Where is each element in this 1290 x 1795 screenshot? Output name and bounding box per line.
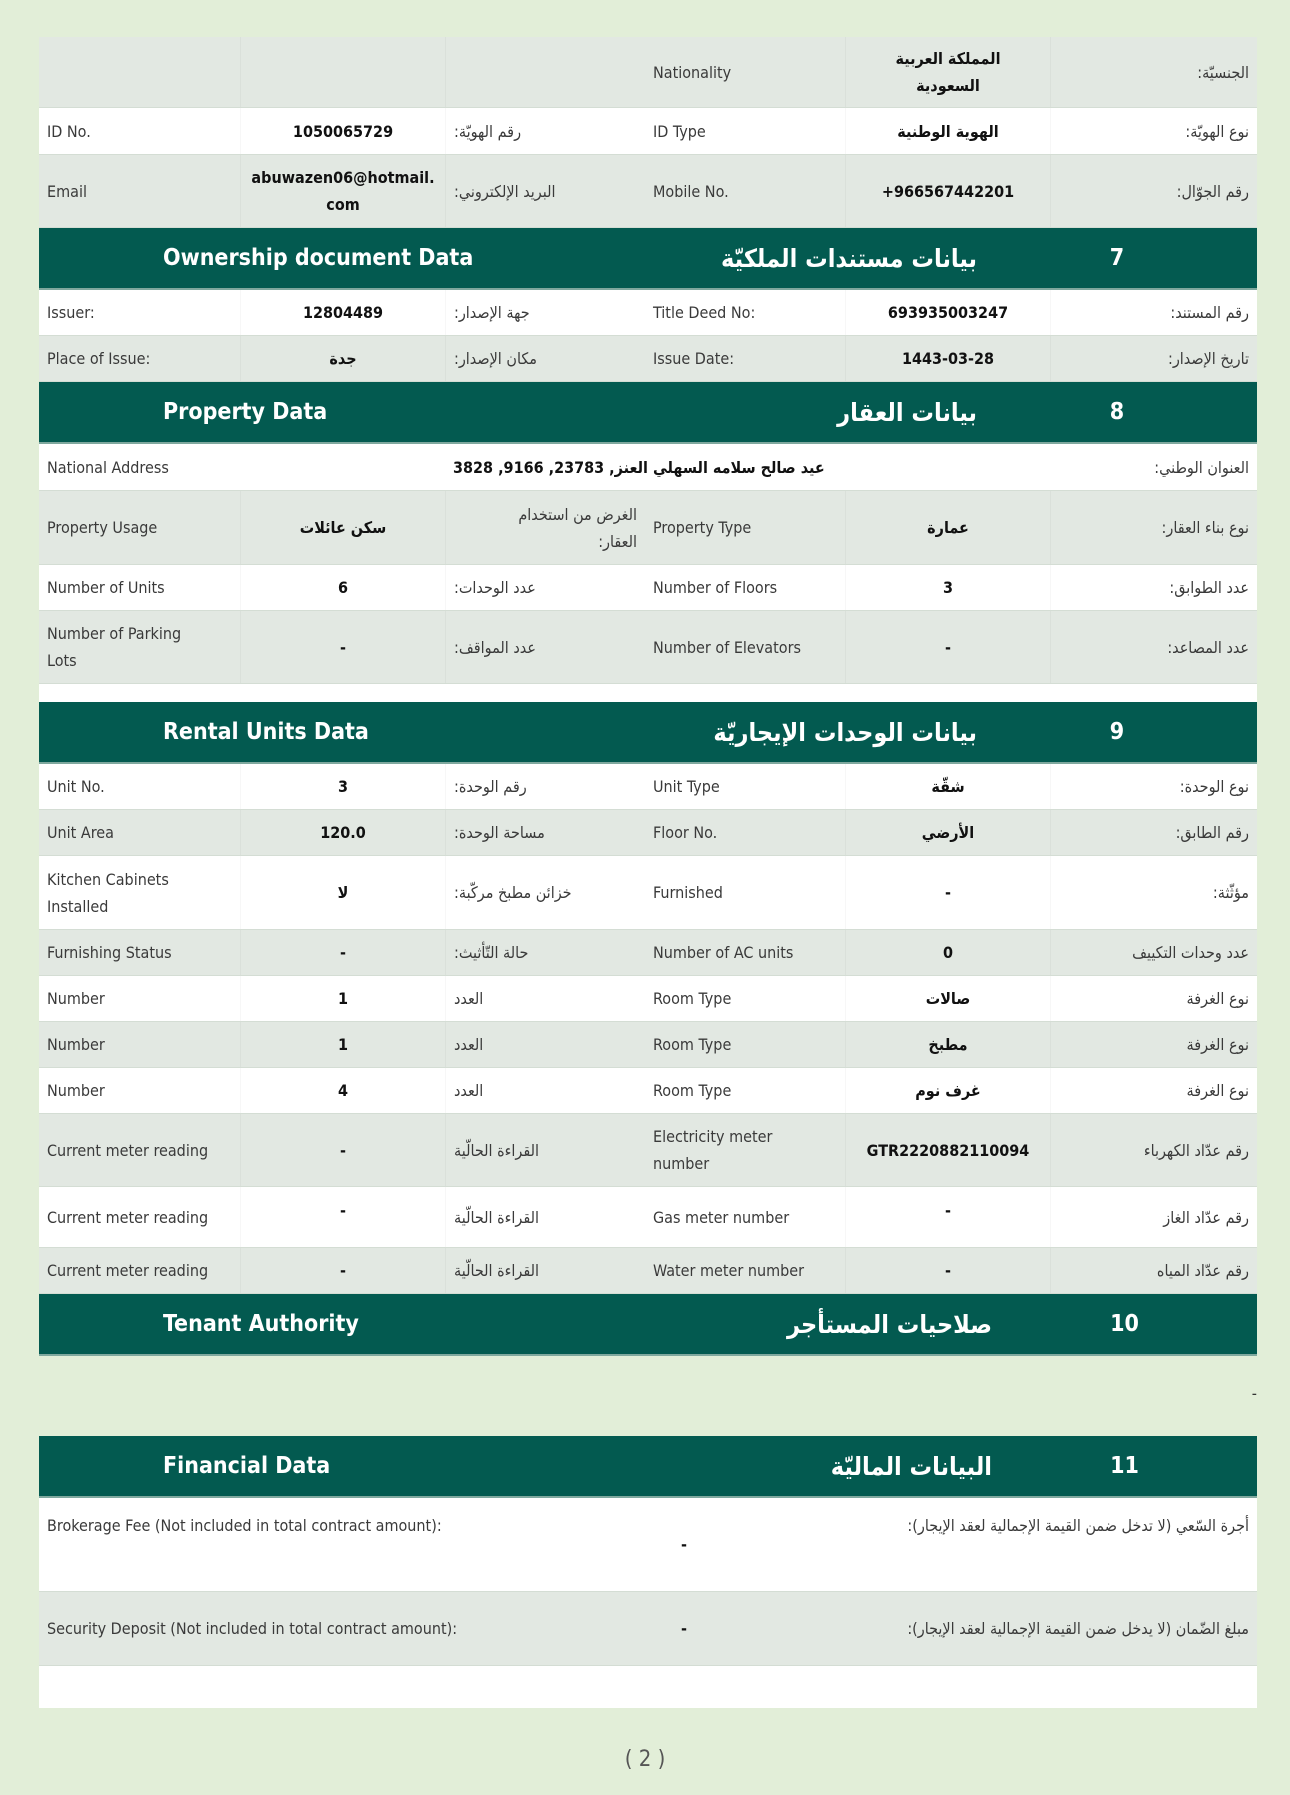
furnished-value: - bbox=[845, 856, 1050, 929]
email-label-en: Email bbox=[47, 181, 87, 201]
units-floors-row bbox=[39, 565, 1257, 611]
empty-row bbox=[39, 1666, 1257, 1708]
room-count-value: 4 bbox=[240, 1068, 445, 1113]
unit-area-label-ar: مساحة الوحدة: bbox=[445, 810, 645, 855]
issue-date-label-en: Issue Date: bbox=[653, 349, 735, 368]
contact-row bbox=[39, 155, 1257, 228]
meter-number-label-en: Electricity meter number bbox=[653, 1127, 773, 1173]
room-row bbox=[39, 976, 1257, 1022]
security-deposit-row bbox=[39, 1592, 1257, 1666]
room-type-label-ar: نوع الغرفة bbox=[1050, 976, 1257, 1021]
room-count-label-ar: العدد bbox=[445, 1022, 645, 1067]
room-type-label-ar: نوع الغرفة bbox=[1050, 1068, 1257, 1113]
room-type-label-en: Room Type bbox=[653, 1035, 732, 1054]
furnishing-status-label-en: Furnishing Status bbox=[47, 943, 172, 962]
furnished-label-en: Furnished bbox=[653, 883, 723, 902]
issuer-label-en: Issuer: bbox=[47, 303, 95, 322]
meter-reading-label-ar: القراءة الحالّية bbox=[445, 1248, 645, 1293]
section-title-ar: بيانات العقار bbox=[837, 397, 977, 427]
section-title-en: Financial Data bbox=[163, 1453, 331, 1479]
section-header-property bbox=[39, 382, 1257, 444]
section-header-financial bbox=[39, 1436, 1257, 1498]
floor-no-label-ar: رقم الطابق: bbox=[1050, 810, 1257, 855]
property-usage-value: سكن عائلات bbox=[240, 491, 445, 564]
property-usage-label-en: Property Usage bbox=[47, 518, 158, 537]
section-number: 11 bbox=[1110, 1453, 1139, 1479]
property-type-label-en: Property Type bbox=[653, 518, 752, 537]
floors-label-en: Number of Floors bbox=[653, 578, 778, 597]
id-row bbox=[39, 108, 1257, 155]
meter-reading-label-en: Current meter reading bbox=[47, 1207, 209, 1227]
issuer-label-ar: جهة الإصدار: bbox=[445, 290, 645, 335]
place-of-issue-label-en: Place of Issue: bbox=[47, 349, 151, 368]
unit-type-value: شقّة bbox=[845, 764, 1050, 809]
kitchen-row bbox=[39, 856, 1257, 930]
units-value: 6 bbox=[240, 565, 445, 610]
room-type-label-en: Room Type bbox=[653, 989, 732, 1008]
room-type-label-ar: نوع الغرفة bbox=[1050, 1022, 1257, 1067]
unit-area-row bbox=[39, 810, 1257, 856]
room-count-value: 1 bbox=[240, 976, 445, 1021]
tenant-authority-body bbox=[39, 1356, 1257, 1436]
elevators-value: - bbox=[845, 611, 1050, 683]
section-title-ar: البيانات الماليّة bbox=[830, 1451, 992, 1481]
meter-reading-value: - bbox=[240, 1248, 445, 1293]
title-deed-label-ar: رقم المستند: bbox=[1050, 290, 1257, 335]
brokerage-fee-row bbox=[39, 1498, 1257, 1592]
id-type-value: الهوية الوطنية bbox=[845, 108, 1050, 154]
section-spacer bbox=[39, 684, 1257, 702]
meter-number-label-en: Gas meter number bbox=[653, 1207, 790, 1227]
floor-no-value: الأرضي bbox=[845, 810, 1050, 855]
units-label-ar: عدد الوحدات: bbox=[445, 565, 645, 610]
parking-elevators-row bbox=[39, 611, 1257, 684]
unit-area-value: 120.0 bbox=[240, 810, 445, 855]
mobile-value: +966567442201 bbox=[845, 155, 1050, 227]
section-title-ar: بيانات الوحدات الإيجاريّة bbox=[713, 717, 977, 747]
meter-reading-label-ar: القراءة الحالّية bbox=[445, 1114, 645, 1186]
nationality-label-en: Nationality bbox=[653, 62, 732, 82]
ac-units-value: 0 bbox=[845, 930, 1050, 975]
room-count-value: 1 bbox=[240, 1022, 445, 1067]
meter-row bbox=[39, 1248, 1257, 1294]
security-deposit-label-en: Security Deposit (Not included in total contract amount): bbox=[47, 1619, 458, 1638]
nationality-row bbox=[39, 37, 1257, 108]
unit-no-label-ar: رقم الوحدة: bbox=[445, 764, 645, 809]
units-label-en: Number of Units bbox=[47, 578, 165, 597]
tenant-authority-value: - bbox=[1251, 1384, 1257, 1403]
meter-row bbox=[39, 1114, 1257, 1187]
page-number: ( 2 ) bbox=[624, 1747, 666, 1772]
section-number: 10 bbox=[1110, 1311, 1139, 1337]
security-deposit-label-ar: مبلغ الضّمان (لا يدخل ضمن القيمة الإجمالية لعقد الإيجار): bbox=[907, 1619, 1249, 1638]
unit-area-label-en: Unit Area bbox=[47, 823, 114, 842]
id-no-label-en: ID No. bbox=[47, 121, 91, 141]
section-title-en: Property Data bbox=[163, 399, 328, 425]
meter-row bbox=[39, 1187, 1257, 1248]
meter-reading-value: - bbox=[240, 1114, 445, 1186]
elevators-label-en: Number of Elevators bbox=[653, 637, 801, 657]
section-header-ownership bbox=[39, 228, 1257, 290]
meter-number-label-ar: رقم عدّاد الغاز bbox=[1050, 1187, 1257, 1247]
ac-units-label-en: Number of AC units bbox=[653, 943, 794, 962]
room-type-value: غرف نوم bbox=[845, 1068, 1050, 1113]
meter-number-label-en: Water meter number bbox=[653, 1261, 805, 1280]
issuer-value: 12804489 bbox=[240, 290, 445, 335]
meter-reading-label-en: Current meter reading bbox=[47, 1140, 209, 1160]
brokerage-fee-label-ar: أجرة السّعي (لا تدخل ضمن القيمة الإجمالية لعقد الإيجار): bbox=[907, 1516, 1249, 1535]
mobile-label-en: Mobile No. bbox=[653, 181, 729, 201]
mobile-label-ar: رقم الجوّال: bbox=[1050, 155, 1257, 227]
property-type-value: عمارة bbox=[845, 491, 1050, 564]
national-address-value: عيد صالح سلامه السهلي العنز, 23783, 9166, 3828 bbox=[453, 457, 825, 477]
national-address-row bbox=[39, 444, 1257, 491]
unit-type-label-en: Unit Type bbox=[653, 777, 720, 796]
kitchen-label-ar: خزائن مطبخ مركّبة: bbox=[445, 856, 645, 929]
id-no-value: 1050065729 bbox=[240, 108, 445, 154]
room-count-label-en: Number bbox=[47, 1081, 105, 1100]
unit-type-label-ar: نوع الوحدة: bbox=[1050, 764, 1257, 809]
room-type-label-en: Room Type bbox=[653, 1081, 732, 1100]
id-type-label-ar: نوع الهويّة: bbox=[1050, 108, 1257, 154]
furnished-label-ar: مؤثّثة: bbox=[1050, 856, 1257, 929]
room-type-value: صالات bbox=[845, 976, 1050, 1021]
section-header-tenant-authority bbox=[39, 1294, 1257, 1356]
nationality-label-ar: الجنسيّة: bbox=[1050, 37, 1257, 107]
room-row bbox=[39, 1068, 1257, 1114]
place-of-issue-value: جدة bbox=[240, 336, 445, 381]
id-no-label-ar: رقم الهويّة: bbox=[445, 108, 645, 154]
national-address-label-en: National Address bbox=[47, 457, 169, 477]
room-row bbox=[39, 1022, 1257, 1068]
place-date-row bbox=[39, 336, 1257, 382]
unit-no-row bbox=[39, 764, 1257, 810]
unit-no-label-en: Unit No. bbox=[47, 777, 105, 796]
room-type-value: مطبخ bbox=[845, 1022, 1050, 1067]
property-usage-row bbox=[39, 491, 1257, 565]
parking-label-en: Number of Parking Lots bbox=[47, 624, 182, 670]
unit-no-value: 3 bbox=[240, 764, 445, 809]
brokerage-fee-label-en: Brokerage Fee (Not included in total contract amount): bbox=[47, 1516, 442, 1535]
room-count-label-en: Number bbox=[47, 1035, 105, 1054]
property-usage-label-ar: الغرض من استخدام العقار: bbox=[445, 491, 645, 564]
meter-reading-label-ar: القراءة الحالّية bbox=[445, 1187, 645, 1247]
elevators-label-ar: عدد المصاعد: bbox=[1050, 611, 1257, 683]
meter-number-label-ar: رقم عدّاد المياه bbox=[1050, 1248, 1257, 1293]
national-address-label-ar: العنوان الوطني: bbox=[1154, 457, 1249, 477]
kitchen-label-en: Kitchen Cabinets Installed bbox=[47, 869, 169, 916]
title-deed-value: 693935003247 bbox=[845, 290, 1050, 335]
section-number: 8 bbox=[1109, 399, 1125, 425]
brokerage-fee-value: - bbox=[681, 1535, 687, 1554]
id-type-label-en: ID Type bbox=[653, 121, 706, 141]
floors-label-ar: عدد الطوابق: bbox=[1050, 565, 1257, 610]
furnishing-row bbox=[39, 930, 1257, 976]
floor-no-label-en: Floor No. bbox=[653, 823, 718, 842]
section-title-en: Tenant Authority bbox=[163, 1311, 359, 1337]
room-count-label-ar: العدد bbox=[445, 976, 645, 1021]
email-value: abuwazen06@hotmail.com bbox=[240, 155, 445, 227]
ac-units-label-ar: عدد وحدات التكييف bbox=[1050, 930, 1257, 975]
section-title-ar: صلاحيات المستأجر bbox=[786, 1309, 992, 1339]
parking-label-ar: عدد المواقف: bbox=[445, 611, 645, 683]
section-title-en: Ownership document Data bbox=[163, 245, 474, 271]
security-deposit-value: - bbox=[681, 1619, 687, 1638]
section-number: 7 bbox=[1109, 245, 1125, 271]
title-deed-label-en: Title Deed No: bbox=[653, 303, 756, 322]
floors-value: 3 bbox=[845, 565, 1050, 610]
meter-reading-value: - bbox=[240, 1187, 445, 1247]
meter-number-value: GTR2220882110094 bbox=[845, 1114, 1050, 1186]
email-label-ar: البريد الإلكتروني: bbox=[445, 155, 645, 227]
furnishing-status-value: - bbox=[240, 930, 445, 975]
section-title-ar: بيانات مستندات الملكيّة bbox=[721, 243, 977, 273]
section-header-rental-units bbox=[39, 702, 1257, 764]
section-title-en: Rental Units Data bbox=[163, 719, 369, 745]
section-number: 9 bbox=[1109, 719, 1125, 745]
nationality-value: المملكة العربية السعودية bbox=[845, 37, 1050, 107]
furnishing-status-label-ar: حالة التّأثيث: bbox=[445, 930, 645, 975]
room-count-label-en: Number bbox=[47, 989, 105, 1008]
meter-reading-label-en: Current meter reading bbox=[47, 1261, 209, 1280]
parking-value: - bbox=[240, 611, 445, 683]
issuer-row bbox=[39, 290, 1257, 336]
property-type-label-ar: نوع بناء العقار: bbox=[1050, 491, 1257, 564]
kitchen-value: لا bbox=[240, 856, 445, 929]
issue-date-value: 1443-03-28 bbox=[845, 336, 1050, 381]
place-of-issue-label-ar: مكان الإصدار: bbox=[445, 336, 645, 381]
meter-number-label-ar: رقم عدّاد الكهرباء bbox=[1050, 1114, 1257, 1186]
room-count-label-ar: العدد bbox=[445, 1068, 645, 1113]
contract-page bbox=[39, 37, 1257, 1708]
issue-date-label-ar: تاريخ الإصدار: bbox=[1050, 336, 1257, 381]
meter-number-value: - bbox=[845, 1187, 1050, 1247]
meter-number-value: - bbox=[845, 1248, 1050, 1293]
